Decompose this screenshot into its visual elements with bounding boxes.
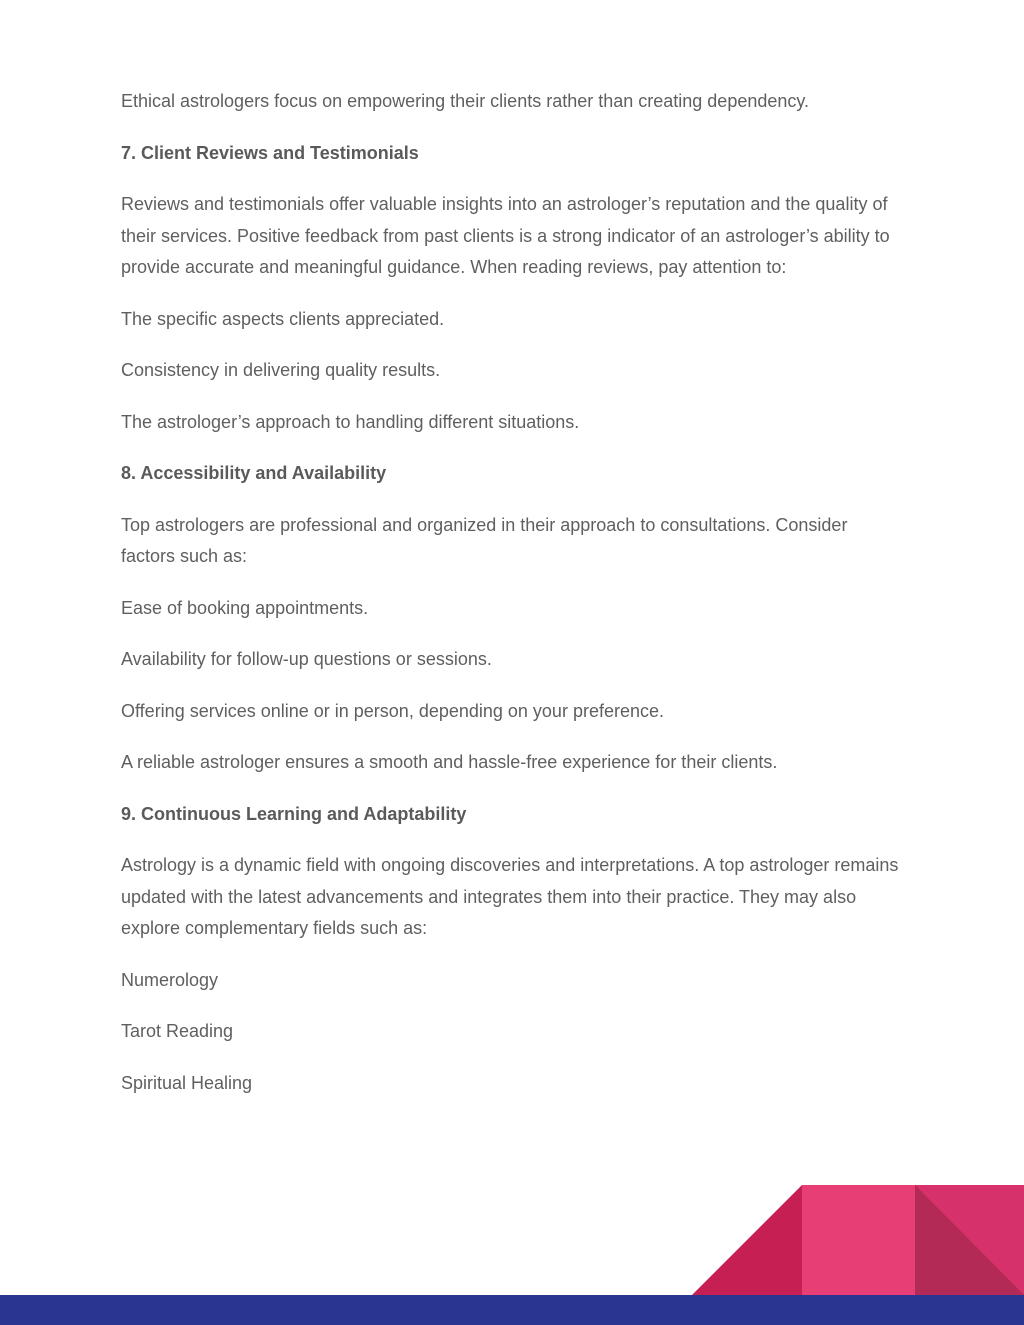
list-item: The specific aspects clients appreciated.	[121, 308, 445, 329]
paragraph: Ethical astrologers focus on empowering their clients rather than creating dependency.	[121, 91, 810, 111]
paragraph: A reliable astrologer ensures a smooth and hassle-free experience for their clients.	[121, 752, 778, 772]
paragraph: Top astrologers are professional and organized in their approach to consultations. Consider factors such as:	[121, 514, 848, 566]
paragraph: Reviews and testimonials offer valuable insights into an astrologer’s reputation and the quality of their services. Positive feedback from past clients is a strong indicator of an astrologer’s ability to provide accurate and meaningful guidance. When reading reviews, pay attention to:	[121, 194, 890, 277]
list-item: The astrologer’s approach to handling different situations.	[121, 411, 580, 432]
list-item: Ease of booking appointments.	[121, 597, 369, 618]
section-heading: 7. Client Reviews and Testimonials	[121, 142, 419, 163]
footer-bar	[0, 1295, 1024, 1325]
document-body	[121, 86, 901, 1119]
list-item: Spiritual Healing	[121, 1072, 253, 1093]
pink-square-shape	[802, 1185, 915, 1295]
list-item: Numerology	[121, 969, 219, 990]
section-heading: 8. Accessibility and Availability	[121, 463, 387, 483]
pink-corner-shape	[915, 1185, 1024, 1295]
paragraph: Astrology is a dynamic field with ongoing discoveries and interpretations. A top astrologer remains updated with the latest advancements and integrates them into their practice. They may also explore complementary fields such as:	[121, 855, 899, 938]
list-item: Offering services online or in person, depending on your preference.	[121, 700, 664, 721]
list-item: Tarot Reading	[121, 1021, 234, 1041]
section-heading: 9. Continuous Learning and Adaptability	[121, 803, 467, 824]
pink-fold-shadow	[915, 1185, 1024, 1295]
list-item: Availability for follow-up questions or sessions.	[121, 649, 492, 669]
pink-triangle-shape	[692, 1185, 802, 1295]
list-item: Consistency in delivering quality results.	[121, 360, 441, 380]
